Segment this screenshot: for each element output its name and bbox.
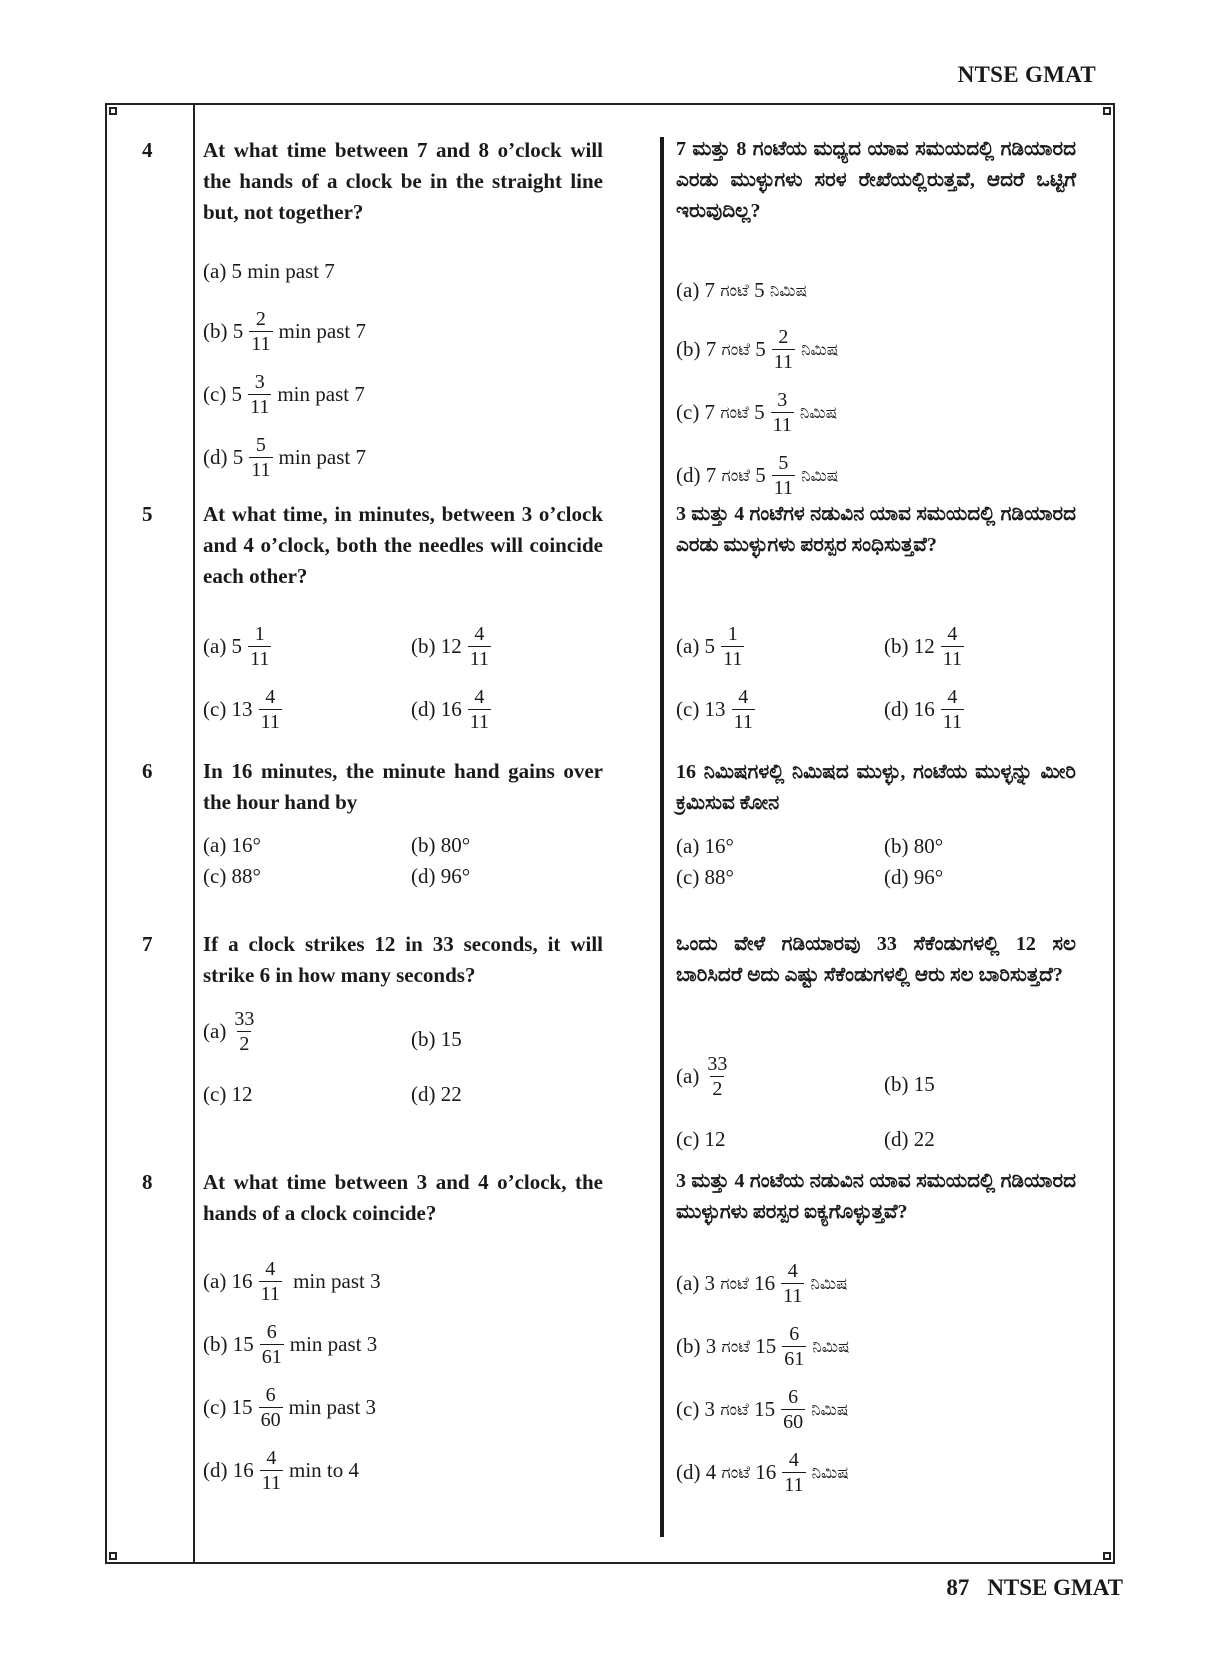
- option-d-en: (d) 96°: [411, 864, 471, 888]
- option-d-en: (d) 16 $\frac{4}{11}$ min to 4: [203, 1447, 360, 1494]
- option-b-en: (b) 5 $\frac{2}{11}$ min past 7: [203, 308, 367, 355]
- option-c-en: (c) 15 $\frac{6}{60}$ min past 3: [203, 1384, 377, 1431]
- option-b-en: (b) 80°: [411, 833, 471, 857]
- option-a-en: (a) 16°: [203, 833, 261, 857]
- option-b-kn: (b) 15: [884, 1072, 935, 1096]
- option-b-en: (b) 15 $\frac{6}{61}$ min past 3: [203, 1321, 378, 1368]
- option-b-en: (b) 15: [411, 1027, 462, 1051]
- option-d-en: (d) 5 $\frac{5}{11}$ min past 7: [203, 434, 367, 481]
- option-a-en: (a) 5 $\frac{1}{11}$: [203, 623, 270, 670]
- option-a-kn: (a) $\frac{33}{2}$: [676, 1053, 728, 1100]
- question-stem-en: At what time, in minutes, between 3 o’clock and 4 o’clock, both the needles will coincide each other?: [203, 502, 603, 588]
- option-b-kn: (b) 80°: [884, 834, 944, 858]
- question-stem-en: If a clock strikes 12 in 33 seconds, it will strike 6 in how many seconds?: [203, 932, 603, 987]
- option-c-en: (c) 5 $\frac{3}{11}$ min past 7: [203, 371, 365, 418]
- footer-title: NTSE GMAT: [987, 1575, 1123, 1600]
- option-b-en: (b) 12 $\frac{4}{11}$: [411, 623, 490, 670]
- option-d-en: (d) 22: [411, 1082, 462, 1106]
- question-number: 7: [142, 932, 153, 956]
- option-c-en: (c) 12: [203, 1082, 253, 1106]
- question-number: 6: [142, 759, 153, 783]
- option-a-en: (a) 5 min past 7: [203, 259, 335, 283]
- number-column-divider: [193, 104, 195, 1563]
- option-c-kn: (c) 88°: [676, 865, 734, 889]
- footer: [946, 1575, 1123, 1601]
- option-a-en: (a) 16 $\frac{4}{11}$ min past 3: [203, 1258, 381, 1305]
- option-a-kn: (a) 16°: [676, 834, 734, 858]
- question-stem-en: At what time between 3 and 4 o’clock, the hands of a clock coincide?: [203, 1170, 603, 1225]
- question-stem-kn: 7 ಮತ್ತು 8 ಗಂಟೆಯ ಮಧ್ಯದ ಯಾವ ಸಮಯದಲ್ಲಿ ಗಡಿಯಾರದ ಎರಡು ಮುಳ್ಳುಗಳು ಸರಳ ರೇಖೆಯಲ್ಲಿರುತ್ತವೆ, ಆದರೆ ಒಟ್ಟಿಗೆ ಇರುವುದಿಲ್ಲ?: [676, 138, 1076, 222]
- option-d-kn: (d) 96°: [884, 865, 944, 889]
- option-c-kn: (c) 7 ಗಂಟೆ 5 $\frac{3}{11}$ ನಿಮಿಷ: [676, 389, 838, 436]
- question-stem-en: At what time between 7 and 8 o’clock will the hands of a clock be in the straight line but, not together?: [203, 138, 603, 224]
- option-a-kn: (a) 7 ಗಂಟೆ 5 ನಿಮಿಷ: [676, 278, 808, 302]
- header-title: NTSE GMAT: [957, 62, 1096, 87]
- option-a-kn: (a) 5 $\frac{1}{11}$: [676, 623, 743, 670]
- option-b-kn: (b) 12 $\frac{4}{11}$: [884, 623, 963, 670]
- language-column-divider: [660, 137, 664, 1537]
- option-b-kn: (b) 7 ಗಂಟೆ 5 $\frac{2}{11}$ ನಿಮಿಷ: [676, 326, 839, 373]
- question-stem-en: In 16 minutes, the minute hand gains over the hour hand by: [203, 759, 603, 814]
- option-b-kn: (b) 3 ಗಂಟೆ 15 $\frac{6}{61}$ ನಿಮಿಷ: [676, 1323, 850, 1370]
- question-stem-kn: 3 ಮತ್ತು 4 ಗಂಟೆಗಳ ನಡುವಿನ ಯಾವ ಸಮಯದಲ್ಲಿ ಗಡಿಯಾರದ ಎರಡು ಮುಳ್ಳುಗಳು ಪರಸ್ಪರ ಸಂಧಿಸುತ್ತವೆ?: [676, 503, 1076, 556]
- page-number: 87: [946, 1575, 970, 1600]
- question-stem-kn: 3 ಮತ್ತು 4 ಗಂಟೆಯ ನಡುವಿನ ಯಾವ ಸಮಯದಲ್ಲಿ ಗಡಿಯಾರದ ಮುಳ್ಳುಗಳು ಪರಸ್ಪರ ಐಕ್ಯಗೊಳ್ಳುತ್ತವೆ?: [676, 1170, 1076, 1223]
- option-d-en: (d) 16 $\frac{4}{11}$: [411, 686, 490, 733]
- option-c-en: (c) 13 $\frac{4}{11}$: [203, 686, 280, 733]
- option-c-en: (c) 88°: [203, 864, 261, 888]
- option-d-kn: (d) 22: [884, 1127, 935, 1151]
- question-stem-kn: ಒಂದು ವೇಳೆ ಗಡಿಯಾರವು 33 ಸೆಕೆಂಡುಗಳಲ್ಲಿ 12 ಸಲ ಬಾರಿಸಿದರೆ ಅದು ಎಷ್ಟು ಸೆಕೆಂಡುಗಳಲ್ಲಿ ಆರು ಸಲ ಬಾರಿಸುತ್ತದೆ?: [676, 933, 1076, 986]
- option-a-en: (a) $\frac{33}{2}$: [203, 1008, 255, 1055]
- option-a-kn: (a) 3 ಗಂಟೆ 16 $\frac{4}{11}$ ನಿಮಿಷ: [676, 1260, 848, 1307]
- option-d-kn: (d) 7 ಗಂಟೆ 5 $\frac{5}{11}$ ನಿಮಿಷ: [676, 452, 839, 499]
- option-c-kn: (c) 3 ಗಂಟೆ 15 $\frac{6}{60}$ ನಿಮಿಷ: [676, 1386, 849, 1433]
- option-d-kn: (d) 4 ಗಂಟೆ 16 $\frac{4}{11}$ ನಿಮಿಷ: [676, 1449, 849, 1496]
- question-number: 4: [142, 138, 153, 162]
- option-d-kn: (d) 16 $\frac{4}{11}$: [884, 686, 963, 733]
- question-stem-kn: 16 ನಿಮಿಷಗಳಲ್ಲಿ ನಿಮಿಷದ ಮುಳ್ಳು, ಗಂಟೆಯ ಮುಳ್ಳನ್ನು ಮೀರಿ ಕ್ರಮಿಸುವ ಕೋನ: [676, 761, 1076, 814]
- option-c-kn: (c) 13 $\frac{4}{11}$: [676, 686, 753, 733]
- option-c-kn: (c) 12: [676, 1127, 726, 1151]
- question-number: 8: [142, 1170, 153, 1194]
- question-number: 5: [142, 502, 153, 526]
